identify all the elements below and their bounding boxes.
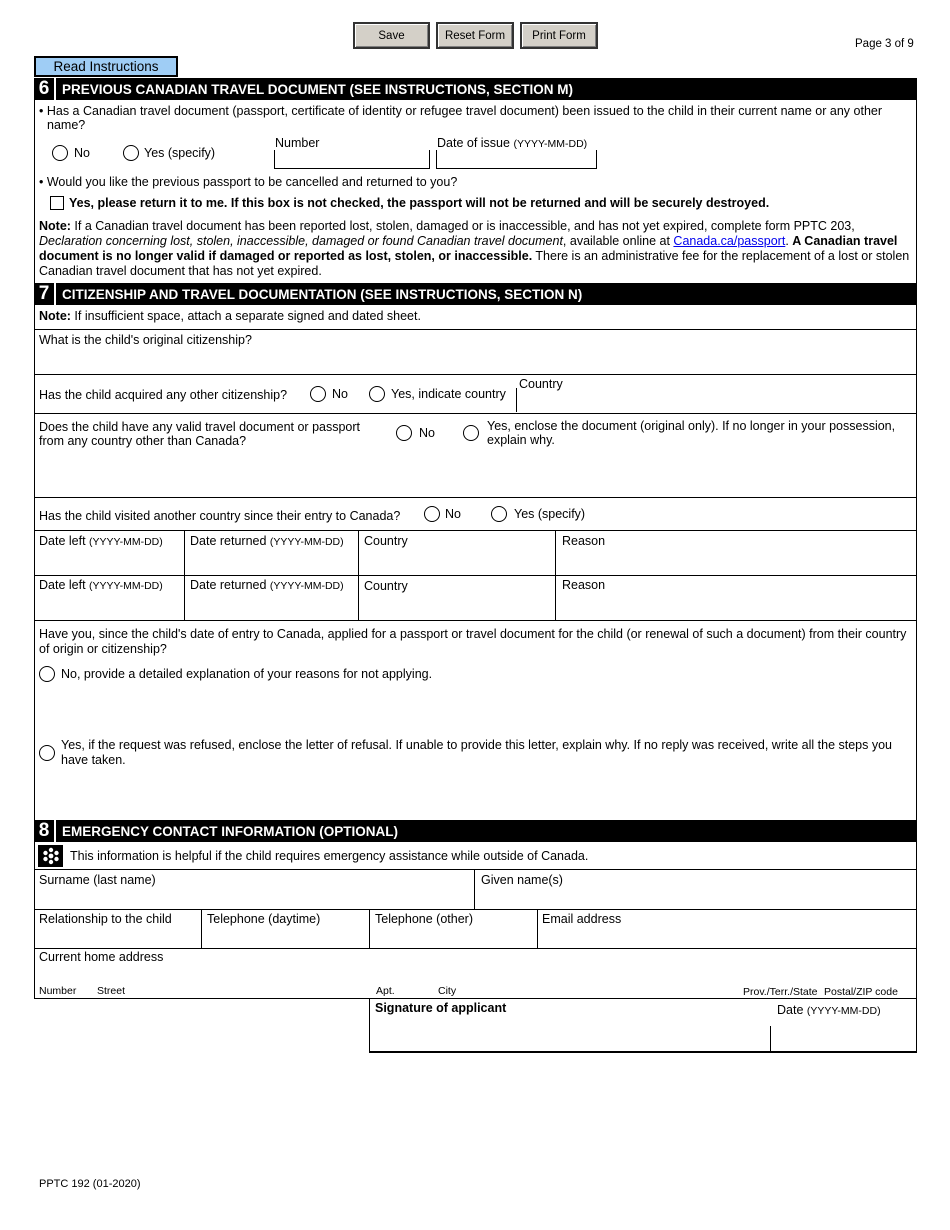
section-7-title: CITIZENSHIP AND TRAVEL DOCUMENTATION (SEE INSTRUCTIONS, SECTION N) xyxy=(62,286,583,302)
s7-trip2-date-returned-label xyxy=(190,578,344,592)
section-8-title: EMERGENCY CONTACT INFORMATION (OPTIONAL) xyxy=(62,823,398,839)
s8-given-field[interactable] xyxy=(476,888,915,907)
s8-given-label: Given name(s) xyxy=(481,873,563,887)
divider xyxy=(34,575,917,576)
s6-return-checkbox[interactable] xyxy=(50,196,64,210)
print-form-button[interactable]: Print Form xyxy=(520,22,598,49)
s8-email-label: Email address xyxy=(542,912,622,926)
s6-note-b: , available online at xyxy=(562,234,674,248)
divider xyxy=(201,909,202,948)
medical-star-icon xyxy=(38,845,63,867)
s7-trip1-date-returned-label xyxy=(190,534,344,548)
s7-other-yes-radio[interactable] xyxy=(369,386,385,402)
canada-passport-link[interactable]: Canada.ca/passport xyxy=(673,234,786,248)
s7-q-visited: Has the child visited another country since their entry to Canada? xyxy=(39,509,401,523)
section-6-header xyxy=(34,78,917,100)
section-6-number: 6 xyxy=(34,78,56,100)
s6-number-field[interactable] xyxy=(274,150,430,169)
s7-applied-yes-radio[interactable] xyxy=(39,745,55,761)
s6-date-issue-format: (YYYY-MM-DD) xyxy=(513,138,588,150)
signature-date-field[interactable] xyxy=(772,1026,915,1051)
s7-q-valid-l1: Does the child have any valid travel document or passport xyxy=(39,420,361,434)
date-left-text: Date left xyxy=(39,578,86,592)
s8-number-label: Number xyxy=(39,985,77,997)
divider xyxy=(34,329,917,330)
s8-surname-field[interactable] xyxy=(35,888,473,907)
s7-valid-explain-field[interactable] xyxy=(35,450,916,495)
s8-prov-label: Prov./Terr./State xyxy=(743,986,818,998)
s7-trip1-reason-label: Reason xyxy=(562,534,606,548)
s6-number-label: Number xyxy=(275,136,320,150)
form-code: PPTC 192 (01-2020) xyxy=(39,1178,141,1190)
s8-surname-label: Surname (last name) xyxy=(39,873,156,887)
s7-q-applied-l1: Have you, since the child's date of entry to Canada, applied for a passport or travel document for the child (or renewal of such a document) from their country xyxy=(39,627,907,641)
signature-label: Signature of applicant xyxy=(375,1001,507,1015)
save-button[interactable]: Save xyxy=(353,22,430,49)
s6-yes-specify-radio[interactable] xyxy=(123,145,139,161)
s6-note-italic: Declaration concerning lost, stolen, inaccessible, damaged or found Canadian travel document xyxy=(39,234,563,248)
reset-form-button[interactable]: Reset Form xyxy=(436,22,514,49)
divider xyxy=(34,909,917,910)
s7-applied-yes-l2: have taken. xyxy=(61,753,126,767)
section-8-number: 8 xyxy=(34,820,56,842)
date-returned-text: Date returned xyxy=(190,578,267,592)
s7-other-no-radio[interactable] xyxy=(310,386,326,402)
s7-visited-yes-radio[interactable] xyxy=(491,506,507,522)
s6-date-issue-label xyxy=(437,136,587,150)
date-returned-text: Date returned xyxy=(190,534,267,548)
divider xyxy=(770,1026,771,1052)
read-instructions-button[interactable] xyxy=(34,56,178,77)
s7-country-label: Country xyxy=(519,377,563,391)
signature-date-label xyxy=(777,1003,881,1017)
s7-applied-yes-explain-field[interactable] xyxy=(35,770,916,818)
date-format: (YYYY-MM-DD) xyxy=(269,580,344,592)
divider xyxy=(369,909,370,948)
s6-note-label: Note: xyxy=(39,219,71,233)
s7-other-no-label: No xyxy=(332,387,348,401)
s7-trip1-date-left-label xyxy=(39,534,163,548)
divider xyxy=(474,869,475,909)
date-format: (YYYY-MM-DD) xyxy=(89,580,163,592)
s7-q-valid-l2: from any country other than Canada? xyxy=(39,434,247,448)
s7-valid-no-label: No xyxy=(419,426,435,440)
s7-trip1-country-label: Country xyxy=(364,534,408,548)
signature-date-text: Date xyxy=(777,1003,804,1017)
date-format: (YYYY-MM-DD) xyxy=(806,1005,881,1017)
divider xyxy=(34,497,917,498)
s7-trip2-date-left-label xyxy=(39,578,163,592)
s6-date-issue-field[interactable] xyxy=(436,150,597,169)
s7-visited-no-radio[interactable] xyxy=(424,506,440,522)
s7-valid-no-radio[interactable] xyxy=(396,425,412,441)
s7-applied-no-radio[interactable] xyxy=(39,666,55,682)
s7-note xyxy=(39,309,421,323)
s6-no-radio[interactable] xyxy=(52,145,68,161)
s6-note-d: There is an administrative fee for the replacement of a lost or stolen Canadian travel document that has not yet expired. xyxy=(39,249,910,278)
s7-valid-yes-l1: Yes, enclose the document (original only). If no longer in your possession, xyxy=(487,419,896,433)
s6-q1-line2: name? xyxy=(47,118,86,132)
date-left-text: Date left xyxy=(39,534,86,548)
page-number: Page 3 of 9 xyxy=(855,38,914,50)
divider xyxy=(34,869,917,870)
s7-note-label: Note: xyxy=(39,309,71,323)
s7-original-citizenship-field[interactable] xyxy=(35,348,916,373)
s6-q2: • Would you like the previous passport to be cancelled and returned to you? xyxy=(39,175,458,189)
s6-no-label: No xyxy=(74,146,90,160)
s7-valid-yes-l2: explain why. xyxy=(487,433,555,447)
s8-tel-other-label: Telephone (other) xyxy=(375,912,473,926)
section-8-header xyxy=(34,820,917,842)
divider xyxy=(34,374,917,375)
s6-note xyxy=(39,219,915,279)
s6-q1-line1: • Has a Canadian travel document (passport, certificate of identity or refugee travel document) been issued to the child in their current name or any other xyxy=(39,104,883,118)
date-format: (YYYY-MM-DD) xyxy=(269,536,344,548)
s6-note-c: . xyxy=(785,234,793,248)
s8-apt-label: Apt. xyxy=(376,985,395,997)
s7-note-text: If insufficient space, attach a separate signed and dated sheet. xyxy=(70,309,421,323)
s7-other-yes-label: Yes, indicate country xyxy=(391,387,506,401)
s8-postal-label: Postal/ZIP code xyxy=(824,986,898,998)
s7-trip2-country-label: Country xyxy=(364,579,408,593)
s8-address-field[interactable] xyxy=(35,965,916,983)
s8-relationship-label: Relationship to the child xyxy=(39,912,172,926)
s8-city-label: City xyxy=(438,985,457,997)
signature-field[interactable] xyxy=(372,1017,768,1050)
divider xyxy=(34,413,917,414)
divider xyxy=(34,620,917,621)
s7-applied-no-label: No, provide a detailed explanation of your reasons for not applying. xyxy=(61,667,433,681)
s8-street-label: Street xyxy=(97,985,126,997)
section-6-title: PREVIOUS CANADIAN TRAVEL DOCUMENT (SEE INSTRUCTIONS, SECTION M) xyxy=(62,81,574,97)
s7-applied-yes-l1: Yes, if the request was refused, enclose the letter of refusal. If unable to provide this letter, explain why. If no reply was received, write all the steps you xyxy=(61,738,892,752)
divider xyxy=(537,909,538,948)
s7-q-applied-l2: of origin or citizenship? xyxy=(39,642,167,656)
s7-visited-no-label: No xyxy=(445,507,461,521)
s6-yes-specify-label: Yes (specify) xyxy=(144,146,216,160)
s7-q-other: Has the child acquired any other citizenship? xyxy=(39,388,288,402)
s7-valid-yes-radio[interactable] xyxy=(463,425,479,441)
section-7-header xyxy=(34,283,917,305)
read-instructions-label: Read Instructions xyxy=(53,59,159,74)
s8-tel-day-label: Telephone (daytime) xyxy=(207,912,321,926)
s7-applied-no-explain-field[interactable] xyxy=(35,686,916,734)
s7-visited-yes-label: Yes (specify) xyxy=(514,507,586,521)
divider xyxy=(516,388,517,412)
divider xyxy=(34,948,917,949)
s6-note-bold: A Canadian travel document is no longer valid if damaged or reported as lost, stolen, or inaccessible. xyxy=(39,234,898,263)
section-7-number: 7 xyxy=(34,283,56,305)
s6-return-label: Yes, please return it to me. If this box is not checked, the passport will not be returned and will be securely destroyed. xyxy=(69,196,770,210)
medical-star-icon-svg xyxy=(41,847,61,865)
s8-info: This information is helpful if the child requires emergency assistance while outside of Canada. xyxy=(70,849,589,863)
s6-note-a: If a Canadian travel document has been reported lost, stolen, damaged or is inaccessible, and has not yet expired, complete form PPTC 203, xyxy=(70,219,855,233)
divider xyxy=(34,530,917,531)
s6-date-issue-text: Date of issue xyxy=(437,136,510,150)
s7-trip2-reason-label: Reason xyxy=(562,578,606,592)
date-format: (YYYY-MM-DD) xyxy=(89,536,163,548)
s7-other-country-field[interactable] xyxy=(518,392,915,411)
s8-address-label: Current home address xyxy=(39,950,164,964)
s7-q-original: What is the child's original citizenship? xyxy=(39,333,252,347)
